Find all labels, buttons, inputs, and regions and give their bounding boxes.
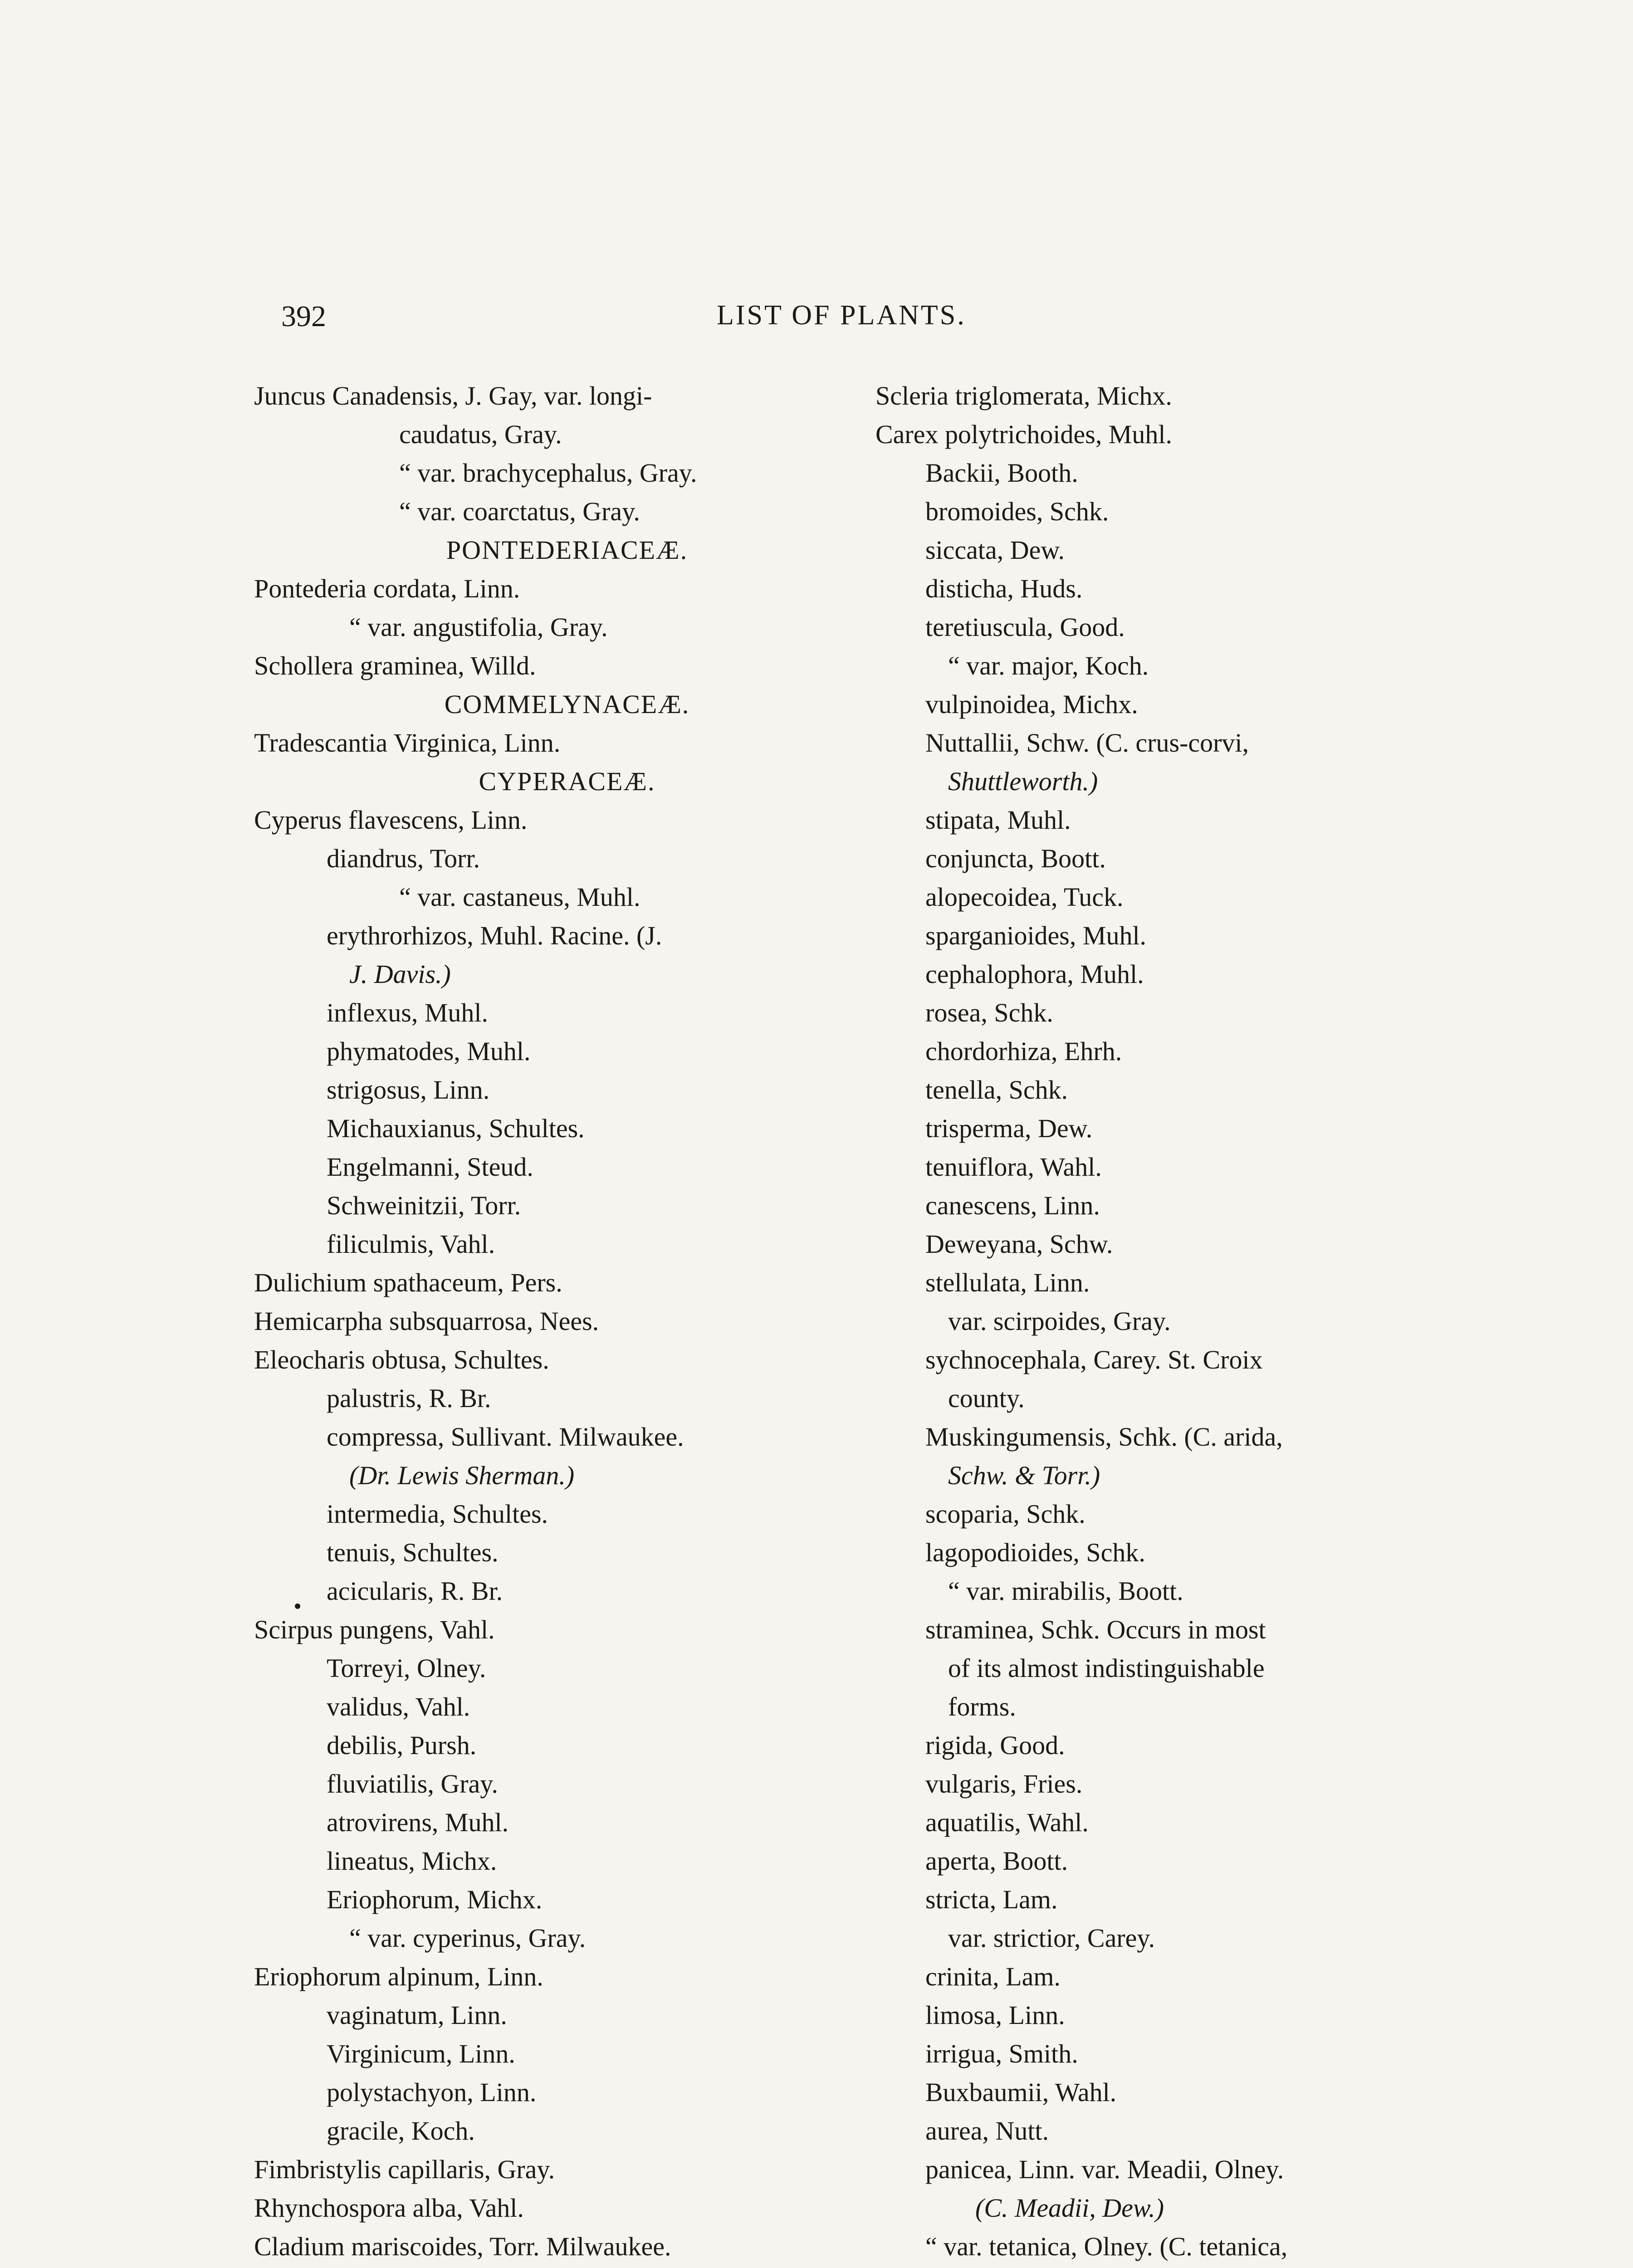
page-number: 392: [281, 300, 326, 333]
species-entry: Deweyana, Schw.: [925, 1229, 1113, 1259]
species-entry: Juncus Canadensis, J. Gay, var. longi-: [254, 381, 652, 411]
species-entry: Eriophorum, Michx.: [327, 1885, 543, 1914]
species-entry: Cladium mariscoides, Torr. Milwaukee.: [254, 2232, 671, 2261]
species-entry: erythrorhizos, Muhl. Racine. (J.: [327, 921, 662, 950]
running-title: LIST OF PLANTS.: [717, 300, 966, 331]
species-entry: inflexus, Muhl.: [327, 998, 489, 1027]
species-entry: strigosus, Linn.: [327, 1075, 490, 1105]
species-entry: alopecoidea, Tuck.: [925, 882, 1124, 912]
species-entry: intermedia, Schultes.: [327, 1499, 548, 1529]
species-entry: compressa, Sullivant. Milwaukee.: [327, 1422, 684, 1452]
citation-note: [875, 2266, 1452, 2268]
species-entry: irrigua, Smith.: [925, 2039, 1078, 2068]
species-entry: teretiuscula, Good.: [925, 612, 1125, 642]
species-entry: straminea, Schk. Occurs in most: [925, 1615, 1266, 1644]
species-entry: sychnocephala, Carey. St. Croix: [925, 1345, 1263, 1374]
species-entry: debilis, Pursh.: [327, 1730, 477, 1760]
species-entry: Schollera graminea, Willd.: [254, 651, 536, 680]
species-entry: bromoides, Schk.: [925, 497, 1109, 526]
species-entry: tenuiflora, Wahl.: [925, 1152, 1102, 1182]
species-entry: county.: [948, 1383, 1025, 1413]
species-entry: Carex polytrichoides, Muhl.: [875, 420, 1173, 449]
species-entry: scoparia, Schk.: [925, 1499, 1085, 1529]
family-heading: PONTEDERIACEÆ.: [446, 535, 688, 565]
species-entry: tenella, Schk.: [925, 1075, 1068, 1105]
species-entry: stipata, Muhl.: [925, 805, 1071, 835]
species-entry: validus, Vahl.: [327, 1692, 470, 1721]
species-entry: palustris, R. Br.: [327, 1383, 491, 1413]
species-entry: stellulata, Linn.: [925, 1268, 1090, 1297]
species-entry: “ var. castaneus, Muhl.: [399, 882, 640, 912]
species-entry: Virginicum, Linn.: [327, 2039, 515, 2068]
species-entry: canescens, Linn.: [925, 1191, 1100, 1220]
species-entry: Buxbaumii, Wahl.: [925, 2077, 1117, 2107]
species-entry: gracile, Koch.: [327, 2116, 475, 2146]
species-entry: Muskingumensis, Schk. (C. arida,: [925, 1422, 1283, 1452]
species-entry: var. strictior, Carey.: [948, 1923, 1155, 1953]
citation-note: [254, 2266, 880, 2268]
species-entry: polystachyon, Linn.: [327, 2077, 537, 2107]
species-entry: stricta, Lam.: [925, 1885, 1058, 1914]
species-entry: Engelmanni, Steud.: [327, 1152, 533, 1182]
species-entry: “ var. mirabilis, Boott.: [948, 1576, 1183, 1606]
species-entry: “ var. angustifolia, Gray.: [349, 612, 608, 642]
species-entry: Schweinitzii, Torr.: [327, 1191, 521, 1220]
species-entry: Hemicarpha subsquarrosa, Nees.: [254, 1306, 599, 1336]
species-entry: vulpinoidea, Michx.: [925, 689, 1138, 719]
species-entry: diandrus, Torr.: [327, 844, 480, 873]
citation-note: Shuttleworth.): [948, 767, 1098, 796]
species-entry: “ var. coarctatus, Gray.: [399, 497, 640, 526]
species-entry: tenuis, Schultes.: [327, 1538, 499, 1567]
species-entry: chordorhiza, Ehrh.: [925, 1036, 1122, 1066]
citation-note: J. Davis.): [349, 959, 451, 989]
species-entry: Scleria triglomerata, Michx.: [875, 381, 1172, 411]
species-entry: rigida, Good.: [925, 1730, 1065, 1760]
species-entry: Michauxianus, Schultes.: [327, 1114, 585, 1143]
citation-note: (C. Meadii, Dew.): [975, 2193, 1164, 2223]
species-entry: Nuttallii, Schw. (C. crus-corvi,: [925, 728, 1249, 758]
species-entry: Tradescantia Virginica, Linn.: [254, 728, 561, 758]
species-entry: sparganioides, Muhl.: [925, 921, 1147, 950]
species-entry: filiculmis, Vahl.: [327, 1229, 495, 1259]
species-entry: aquatilis, Wahl.: [925, 1808, 1089, 1837]
species-entry: acicularis, R. Br.: [327, 1576, 503, 1606]
species-entry: limosa, Linn.: [925, 2000, 1065, 2030]
species-entry: vaginatum, Linn.: [327, 2000, 507, 2030]
species-entry: lineatus, Michx.: [327, 1846, 497, 1876]
species-entry: trisperma, Dew.: [925, 1114, 1093, 1143]
species-entry: conjuncta, Boott.: [925, 844, 1106, 873]
species-entry: var. scirpoides, Gray.: [948, 1306, 1171, 1336]
species-entry: of its almost indistinguishable: [948, 1653, 1265, 1683]
species-entry: siccata, Dew.: [925, 535, 1065, 565]
page-header: [281, 299, 1442, 340]
species-entry: rosea, Schk.: [925, 998, 1053, 1027]
species-entry: “ var. major, Koch.: [948, 651, 1149, 680]
species-entry: “ var. brachycephalus, Gray.: [399, 458, 697, 488]
species-entry: “ var. tetanica, Olney. (C. tetanica,: [925, 2232, 1288, 2261]
species-entry: fluviatilis, Gray.: [327, 1769, 498, 1799]
species-entry: disticha, Huds.: [925, 574, 1083, 603]
species-entry: Cyperus flavescens, Linn.: [254, 805, 528, 835]
left-column: [254, 376, 880, 2268]
species-entry: “ var. cyperinus, Gray.: [349, 1923, 586, 1953]
species-entry: Dulichium spathaceum, Pers.: [254, 1268, 562, 1297]
citation-note: (Dr. Lewis Sherman.): [349, 1461, 575, 1490]
species-entry: caudatus, Gray.: [399, 420, 562, 449]
species-entry: Fimbristylis capillaris, Gray.: [254, 2155, 555, 2184]
stray-ink-mark: [295, 1603, 300, 1609]
family-heading: CYPERACEÆ.: [479, 767, 655, 796]
species-entry: atrovirens, Muhl.: [327, 1808, 509, 1837]
species-entry: phymatodes, Muhl.: [327, 1036, 531, 1066]
species-entry: Scirpus pungens, Vahl.: [254, 1615, 495, 1644]
family-heading: COMMELYNACEÆ.: [444, 689, 690, 719]
species-entry: Eleocharis obtusa, Schultes.: [254, 1345, 549, 1374]
species-entry: panicea, Linn. var. Meadii, Olney.: [925, 2155, 1284, 2184]
species-entry: Torreyi, Olney.: [327, 1653, 486, 1683]
species-entry: cephalophora, Muhl.: [925, 959, 1144, 989]
species-entry: forms.: [948, 1692, 1016, 1721]
species-entry: Eriophorum alpinum, Linn.: [254, 1962, 543, 1991]
species-entry: Rhynchospora alba, Vahl.: [254, 2193, 524, 2223]
species-entry: crinita, Lam.: [925, 1962, 1061, 1991]
species-entry: aperta, Boott.: [925, 1846, 1068, 1876]
right-column: [875, 376, 1452, 2268]
species-entry: vulgaris, Fries.: [925, 1769, 1083, 1799]
species-entry: lagopodioides, Schk.: [925, 1538, 1145, 1567]
species-entry: Backii, Booth.: [925, 458, 1078, 488]
species-entry: aurea, Nutt.: [925, 2116, 1049, 2146]
species-entry: Pontederia cordata, Linn.: [254, 574, 520, 603]
citation-note: Schw. & Torr.): [948, 1461, 1100, 1490]
